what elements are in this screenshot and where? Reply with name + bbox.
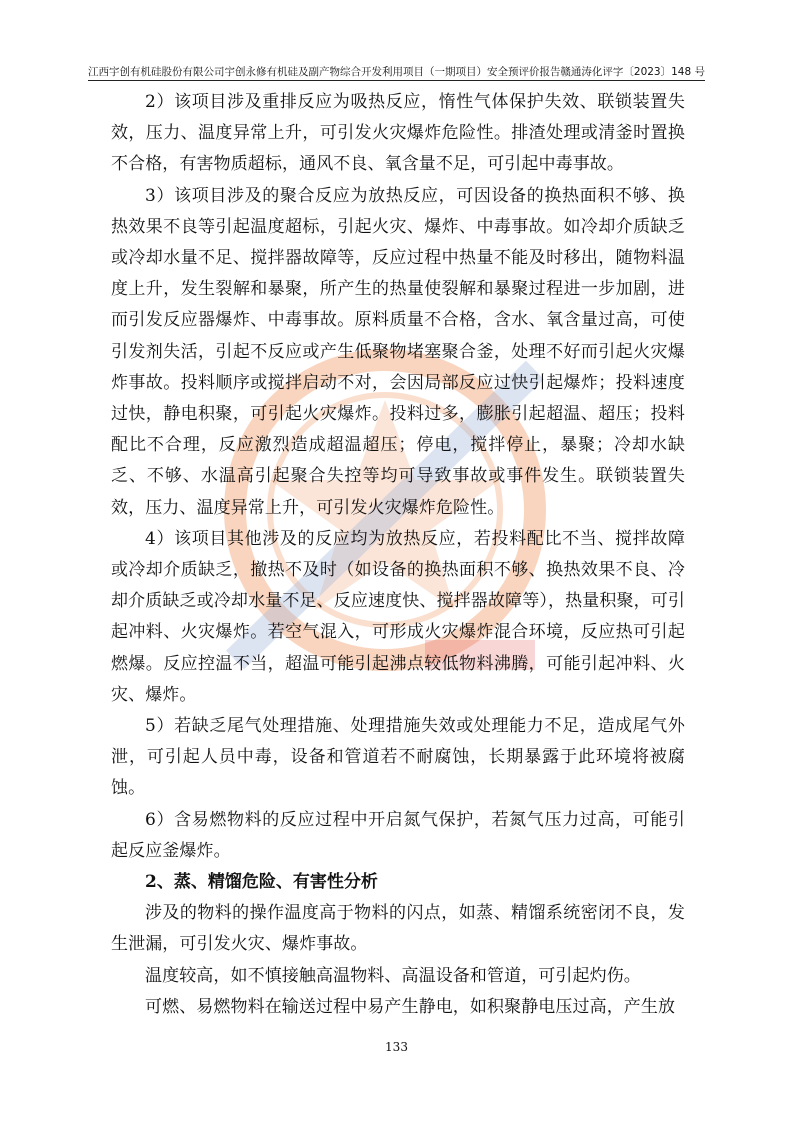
paragraph-item-5: 5）若缺乏尾气处理措施、处理措施失效或处理能力不足，造成尾气外泄，可引起人员中毒，设备和管道若不耐腐蚀，长期暴露于此环境将被腐蚀。: [111, 716, 685, 799]
paragraph-item-4: 4）该项目其他涉及的反应均为放热反应，若投料配比不当、搅拌故障或冷却介质缺乏，撤热不及时（如设备的换热面积不够、换热效果不良、冷却介质缺乏或冷却水量不足、反应速度快、搅拌器故障等），热量积聚，可引起冲料、火灾爆炸。若空气混入，可形成火灾爆炸混合环境，反应热可引起燃爆。反应控温不当，超温可能引起沸点较低物料沸腾，可能引起冲料、火灾、爆炸。: [111, 528, 685, 705]
paragraph-item-6: 6）含易燃物料的反应过程中开启氮气保护，若氮气压力过高，可能引起反应釜爆炸。: [111, 809, 685, 861]
section-paragraph-3: 可燃、易燃物料在输送过程中易产生静电，如积聚静电压过高，产生放: [145, 996, 676, 1017]
section-heading: 2、蒸、精馏危险、有害性分析: [145, 872, 378, 893]
section-paragraph-2: 温度较高，如不慎接触高温物料、高温设备和管道，可引起灼伤。: [145, 965, 641, 986]
paragraph-item-3: 3）该项目涉及的聚合反应为放热反应，可因设备的换热面积不够、换热效果不良等引起温度超标，引起火灾、爆炸、中毒事故。如冷却介质缺乏或冷却水量不足、搅拌器故障等，反应过程中热量不能及时移出，随物料温度上升，发生裂解和暴聚，所产生的热量使裂解和暴聚过程进一步加剧，进而引发反应器爆炸、中毒事故。原料质量不合格，含水、氧含量过高，可使引发剂失活，引起不反应或产生低聚物堵塞聚合釜，处理不好而引起火灾爆炸事故。投料顺序或搅拌启动不对，会因局部反应过快引起爆炸；投料速度过快，静电积聚，可引起火灾爆炸。投料过多，膨胀引起超温、超压；投料配比不合理，反应激烈造成超温超压；停电，搅拌停止，暴聚；冷却水缺乏、不够、水温高引起聚合失控等均可导致事故或事件发生。联锁装置失效，压力、温度异常上升，可引发火灾爆炸危险性。: [111, 185, 685, 518]
page-number: 133: [385, 1040, 408, 1054]
report-number: 赣通涛化评字〔2023〕148 号: [560, 66, 705, 78]
section-paragraph-1: 涉及的物料的操作温度高于物料的闪点，如蒸、精馏系统密闭不良，发生泄漏，可引发火灾、爆炸事故。: [111, 903, 685, 955]
paragraph-item-2: 2）该项目涉及重排反应为吸热反应，惰性气体保护失效、联锁装置失效，压力、温度异常上升，可引发火灾爆炸危险性。排渣处理或清釜时置换不合格，有害物质超标，通风不良、氧含量不足，可引起中毒事故。: [111, 92, 685, 175]
page-header: [88, 62, 705, 81]
report-title: 江西宇创有机硅股份有限公司宇创永修有机硅及副产物综合开发利用项目（一期项目）安全预评价报告: [88, 66, 561, 78]
body-content: [111, 87, 685, 1023]
